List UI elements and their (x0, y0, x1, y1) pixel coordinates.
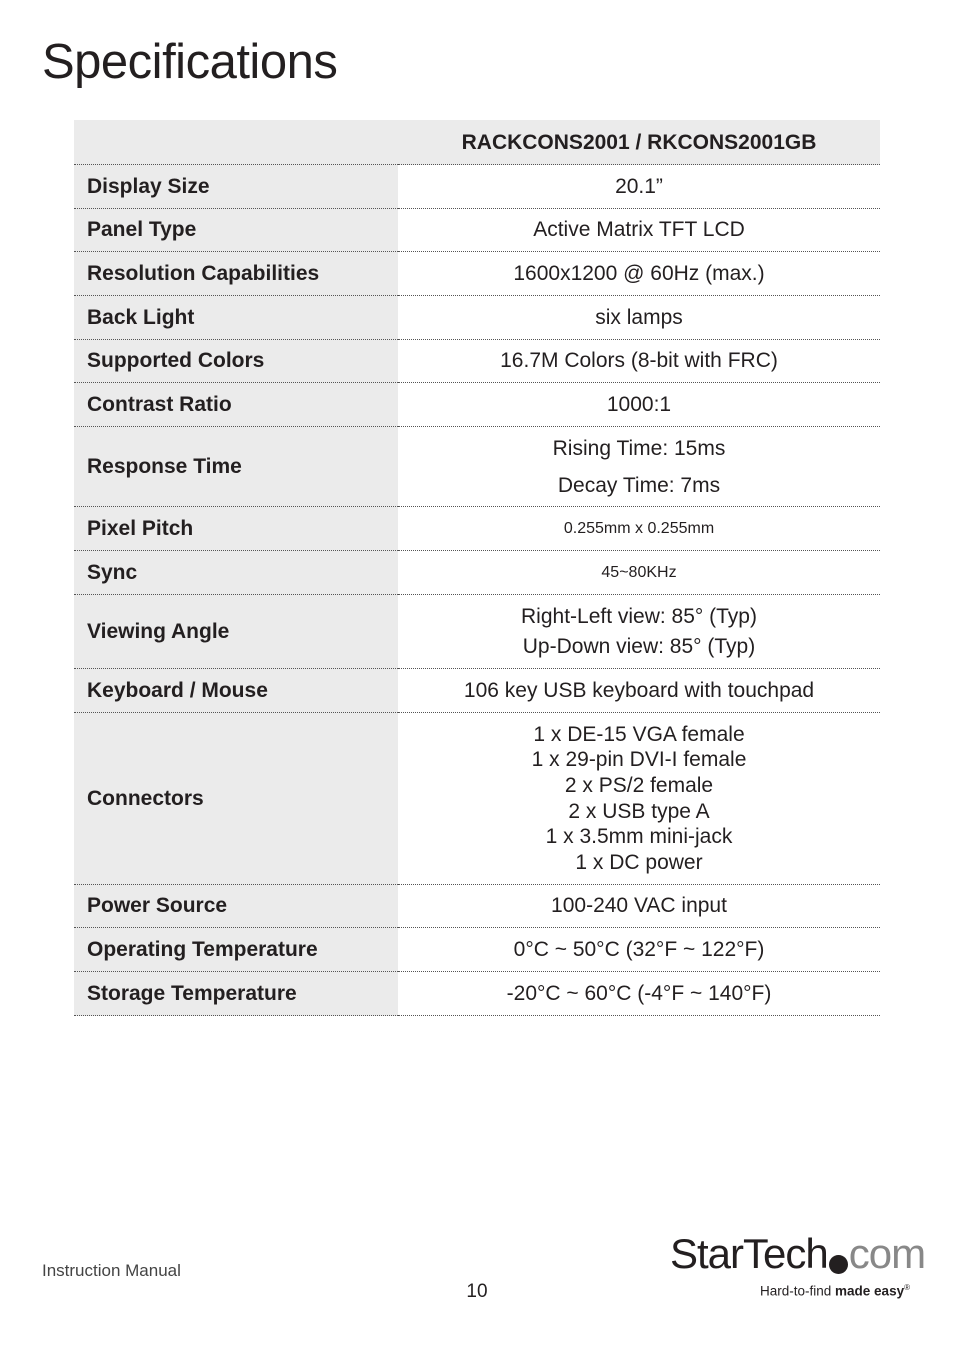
spec-value (398, 165, 880, 209)
logo-wordmark (670, 1230, 925, 1278)
spec-label: Supported Colors (74, 340, 398, 383)
page-number: 10 (466, 1281, 488, 1302)
table-row (74, 928, 880, 972)
spec-value-line: 100-240 VAC input (551, 894, 727, 918)
spec-value-line: Right-Left view: 85° (Typ) (521, 604, 757, 628)
table-row (74, 669, 880, 713)
spec-value-line: 20.1” (615, 174, 663, 198)
spec-label: Display Size (74, 165, 398, 209)
spec-value-line: 1 x 3.5mm mini-jack (545, 825, 733, 849)
spec-value-line: 1000:1 (606, 392, 672, 416)
table-row (74, 885, 880, 928)
header-blank-cell (74, 120, 398, 165)
footer-label: Instruction Manual (42, 1261, 181, 1280)
spec-label: Resolution Capabilities (74, 252, 398, 296)
logo-tagline (760, 1283, 910, 1299)
spec-value-line: Decay Time: 7ms (557, 473, 721, 497)
spec-value-line: 106 key USB keyboard with touchpad (463, 678, 815, 702)
spec-label: Storage Temperature (74, 972, 398, 1016)
spec-value-line: 1 x DC power (575, 850, 703, 874)
spec-value (398, 383, 880, 427)
spec-value-line: 0°C ~ 50°C (32°F ~ 122°F) (513, 937, 765, 961)
spec-value (398, 713, 880, 885)
spec-value (398, 885, 880, 928)
table-row (74, 383, 880, 427)
spec-value-line: -20°C ~ 60°C (-4°F ~ 140°F) (506, 981, 772, 1005)
table-row (74, 340, 880, 383)
spec-value (398, 296, 880, 340)
table-row (74, 209, 880, 252)
spec-label: Panel Type (74, 209, 398, 252)
table-body (74, 165, 880, 1016)
spec-label: Contrast Ratio (74, 383, 398, 427)
logo-registered-mark: ® (904, 1283, 910, 1292)
spec-value (398, 507, 880, 551)
spec-value (398, 209, 880, 252)
spec-value-line: Up-Down view: 85° (Typ) (522, 634, 756, 658)
spec-value-line: 0.255mm x 0.255mm (563, 519, 715, 537)
spec-value-line: 2 x USB type A (568, 799, 710, 823)
spec-value (398, 928, 880, 972)
spec-value (398, 595, 880, 669)
spec-value (398, 972, 880, 1016)
spec-value-line: 2 x PS/2 female (564, 773, 714, 797)
spec-value-line: 1600x1200 @ 60Hz (max.) (513, 261, 765, 285)
spec-label: Keyboard / Mouse (74, 669, 398, 713)
spec-label: Pixel Pitch (74, 507, 398, 551)
spec-value (398, 551, 880, 595)
spec-value-line: six lamps (595, 305, 683, 329)
spec-label: Viewing Angle (74, 595, 398, 669)
spec-label: Sync (74, 551, 398, 595)
spec-label: Power Source (74, 885, 398, 928)
table-row (74, 507, 880, 551)
spec-label: Operating Temperature (74, 928, 398, 972)
spec-value-line: 1 x DE-15 VGA female (533, 722, 745, 746)
logo-dot-icon (829, 1255, 848, 1274)
startech-logo (670, 1230, 926, 1305)
spec-value (398, 340, 880, 383)
table-header-row (74, 120, 880, 165)
model-header: RACKCONS2001 / RKCONS2001GB (398, 120, 880, 165)
table-row (74, 595, 880, 669)
table-row (74, 551, 880, 595)
logo-wordmark-main: StarTech (670, 1230, 828, 1277)
table-row (74, 165, 880, 209)
page-title: Specifications (42, 35, 338, 89)
spec-value (398, 252, 880, 296)
spec-value (398, 669, 880, 713)
table-row (74, 972, 880, 1016)
spec-value-line: 1 x 29-pin DVI-I female (531, 748, 747, 772)
specifications-table (74, 120, 880, 1016)
spec-value (398, 427, 880, 507)
logo-tagline-bold: made easy (835, 1283, 905, 1299)
spec-label: Response Time (74, 427, 398, 507)
spec-value-line: Rising Time: 15ms (552, 436, 726, 460)
table-row (74, 713, 880, 885)
table-row (74, 427, 880, 507)
spec-label: Connectors (74, 713, 398, 885)
spec-label: Back Light (74, 296, 398, 340)
table-row (74, 296, 880, 340)
table-row (74, 252, 880, 296)
logo-tagline-regular: Hard-to-find (760, 1283, 836, 1299)
spec-value-line: 45~80KHz (601, 563, 677, 581)
logo-wordmark-suffix: com (848, 1230, 926, 1277)
spec-value-line: 16.7M Colors (8-bit with FRC) (500, 349, 778, 373)
spec-value-line: Active Matrix TFT LCD (533, 218, 745, 242)
